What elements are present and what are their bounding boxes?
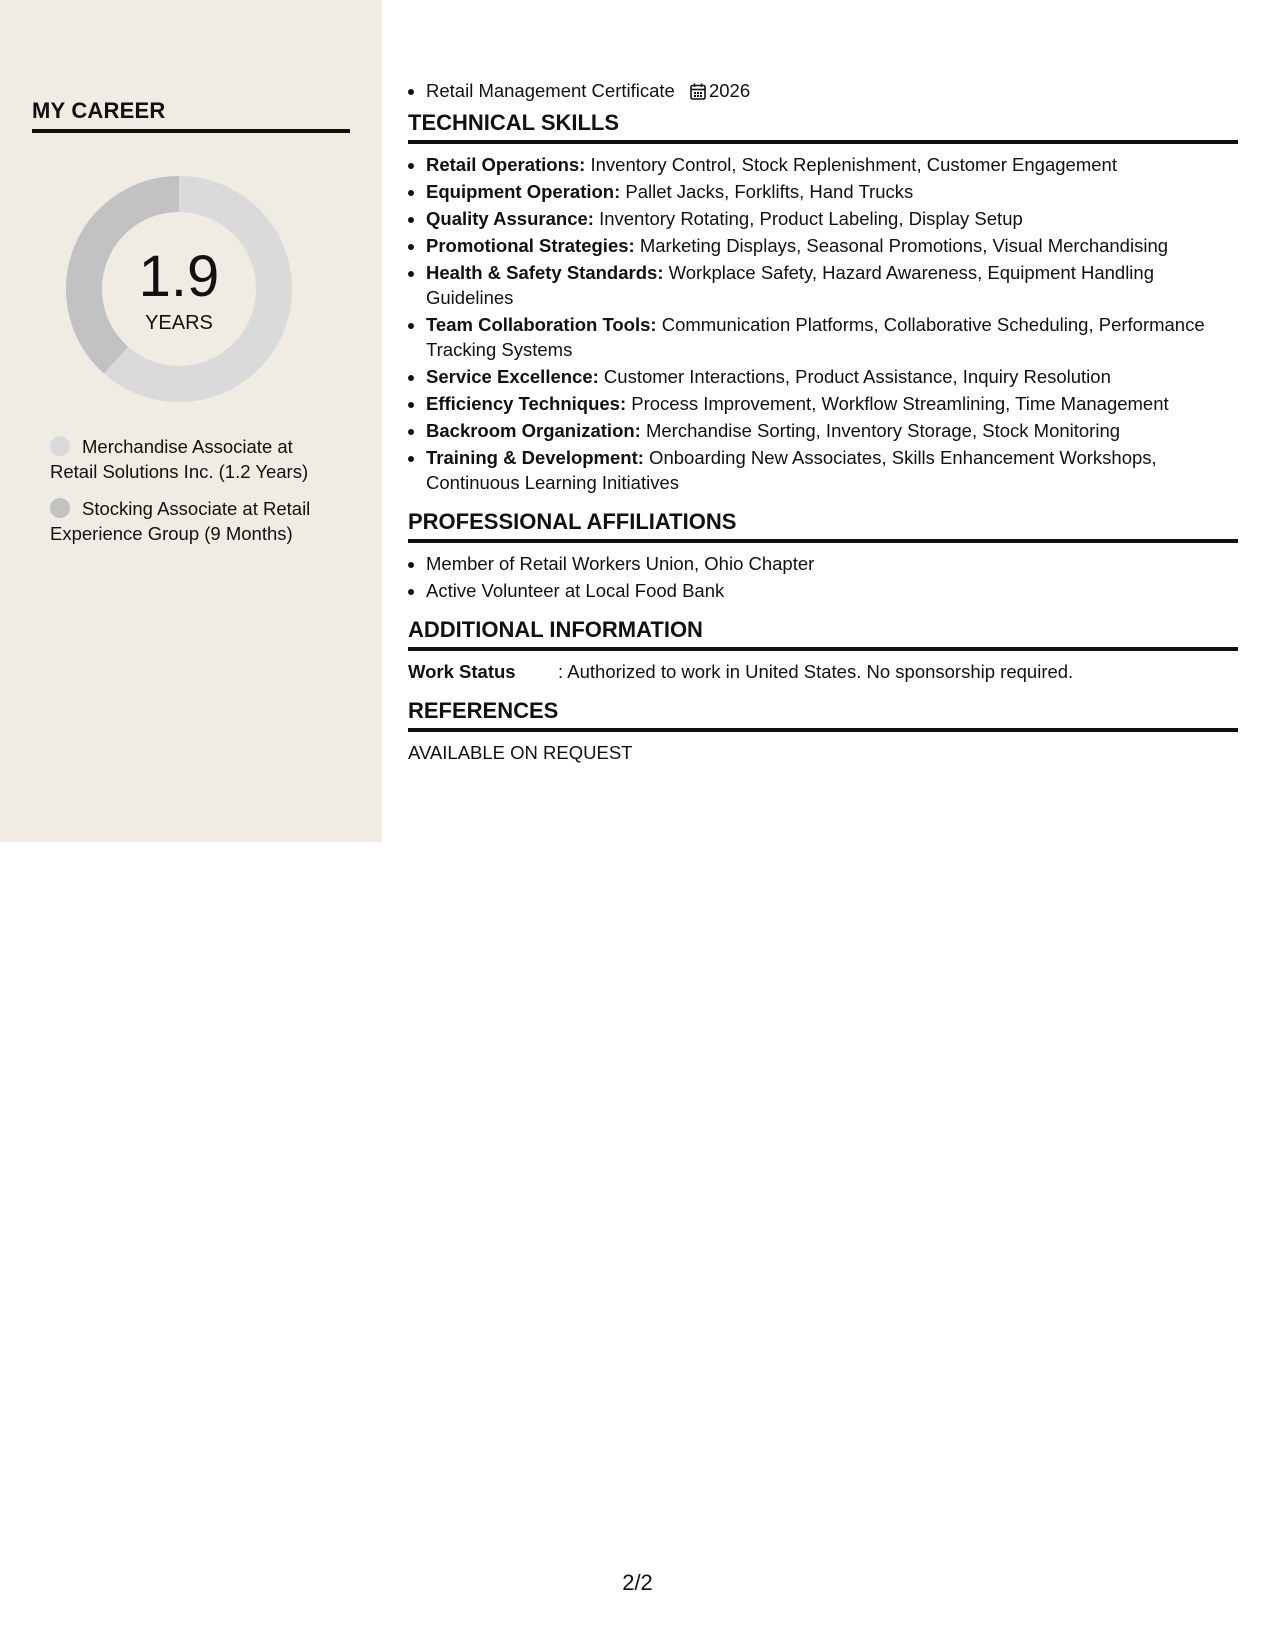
work-status-label: Work Status bbox=[408, 661, 516, 682]
skill-label: Service Excellence: bbox=[426, 366, 599, 387]
legend-item bbox=[50, 434, 340, 484]
affiliations-list bbox=[408, 551, 1238, 603]
calendar-icon bbox=[690, 81, 706, 106]
legend-dot-icon bbox=[50, 436, 70, 456]
skill-text: Marketing Displays, Seasonal Promotions, Visual Merchandising bbox=[634, 235, 1169, 256]
legend-item bbox=[50, 496, 340, 546]
certification-list bbox=[408, 78, 1238, 106]
skill-text: Process Improvement, Workflow Streamlining, Time Management bbox=[626, 393, 1169, 414]
skill-text: Customer Interactions, Product Assistance, Inquiry Resolution bbox=[598, 366, 1111, 387]
skill-item bbox=[426, 260, 1238, 310]
skill-label: Backroom Organization: bbox=[426, 420, 641, 441]
references-title: REFERENCES bbox=[408, 698, 1238, 732]
skill-text: Inventory Control, Stock Replenishment, Customer Engagement bbox=[585, 154, 1117, 175]
skill-text: Merchandise Sorting, Inventory Storage, Stock Monitoring bbox=[640, 420, 1121, 441]
skill-item bbox=[426, 418, 1238, 443]
skill-item bbox=[426, 391, 1238, 416]
skill-text: Inventory Rotating, Product Labeling, Display Setup bbox=[593, 208, 1023, 229]
skill-item bbox=[426, 152, 1238, 177]
legend-label: Merchandise Associate at Retail Solutions Inc. (1.2 Years) bbox=[50, 436, 309, 482]
certification-item bbox=[426, 78, 1238, 106]
technical-skills-title: TECHNICAL SKILLS bbox=[408, 110, 1238, 144]
skill-item bbox=[426, 233, 1238, 258]
legend-label: Stocking Associate at Retail Experience Group (9 Months) bbox=[50, 498, 311, 544]
skill-item bbox=[426, 312, 1238, 362]
work-status-value: : Authorized to work in United States. No sponsorship required. bbox=[558, 661, 1074, 682]
skill-label: Retail Operations: bbox=[426, 154, 586, 175]
main-content bbox=[408, 78, 1238, 765]
affiliation-item: • Active Volunteer at Local Food Bank bbox=[426, 578, 1238, 603]
career-legend bbox=[50, 434, 340, 558]
skill-item bbox=[426, 206, 1238, 231]
skill-label: Quality Assurance: bbox=[426, 208, 594, 229]
work-status-row bbox=[408, 659, 1238, 684]
skill-label: Training & Development: bbox=[426, 447, 644, 468]
skill-item bbox=[426, 445, 1238, 495]
donut-unit: YEARS bbox=[145, 312, 213, 334]
certification-name: Retail Management Certificate bbox=[426, 80, 675, 101]
career-heading-rule bbox=[32, 129, 350, 133]
skill-label: Promotional Strategies: bbox=[426, 235, 635, 256]
affiliation-item: • Member of Retail Workers Union, Ohio Chapter bbox=[426, 551, 1238, 576]
skill-item bbox=[426, 364, 1238, 389]
skill-label: Efficiency Techniques: bbox=[426, 393, 627, 414]
career-heading: MY CAREER bbox=[32, 98, 166, 123]
legend-dot-icon bbox=[50, 498, 70, 518]
skill-label: Team Collaboration Tools: bbox=[426, 314, 657, 335]
technical-skills-list bbox=[408, 152, 1238, 495]
career-donut-chart bbox=[66, 176, 292, 402]
additional-info-title: ADDITIONAL INFORMATION bbox=[408, 617, 1238, 651]
certification-year: 2026 bbox=[708, 80, 751, 101]
skill-label: Health & Safety Standards: bbox=[426, 262, 664, 283]
sidebar bbox=[0, 0, 382, 842]
affiliations-title: PROFESSIONAL AFFILIATIONS bbox=[408, 509, 1238, 543]
skill-item bbox=[426, 179, 1238, 204]
skill-text: Onboarding New Associates, Skills Enhancement Workshops, Continuous Learning Initiatives bbox=[426, 447, 1157, 493]
references-text: AVAILABLE ON REQUEST bbox=[408, 742, 633, 763]
skill-text: Workplace Safety, Hazard Awareness, Equipment Handling Guidelines bbox=[426, 262, 1154, 308]
page-number: 2/2 bbox=[622, 1570, 653, 1595]
skill-text: Pallet Jacks, Forklifts, Hand Trucks bbox=[620, 181, 914, 202]
skill-text: Communication Platforms, Collaborative Scheduling, Performance Tracking Systems bbox=[426, 314, 1205, 360]
skill-label: Equipment Operation: bbox=[426, 181, 621, 202]
donut-value: 1.9 bbox=[138, 244, 220, 309]
